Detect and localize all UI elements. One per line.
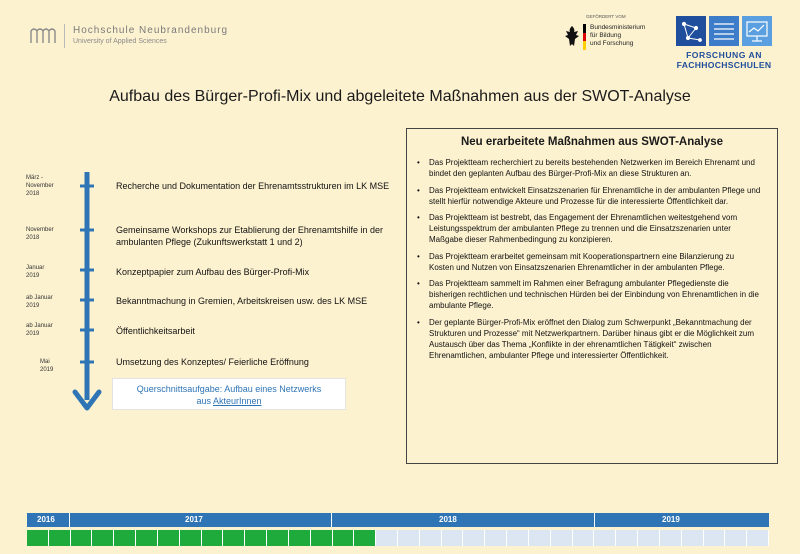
month-cell-completed: [245, 530, 267, 546]
hochschule-mark-icon: [30, 26, 56, 44]
month-cell-open: [376, 530, 398, 546]
timeline-date-line: Januar: [26, 265, 45, 271]
timeline-date-line: 2019: [26, 303, 40, 309]
measure-text: Das Projektteam ist bestrebt, das Engagement der Ehrenamtlichen weitestgehend vom Leistungsspektrum der ambulanten Pflege zu trennen und die Einsatzszenarien unter Maßgabe dieser Rahmenbedingung zu konzipieren.: [429, 213, 738, 245]
eagle-icon: [564, 24, 580, 50]
month-cell-completed: [27, 530, 49, 546]
cross-cutting-line2: [113, 395, 345, 407]
fah-tiles-icon: [676, 16, 772, 46]
page-title: Aufbau des Bürger-Profi-Mix und abgeleitete Maßnahmen aus der SWOT-Analyse: [109, 88, 691, 105]
fah-line2: FACHHOCHSCHULEN: [676, 60, 772, 70]
list-item: [417, 317, 761, 361]
bullet: •: [417, 279, 420, 289]
month-cell-open: [463, 530, 485, 546]
bmbf-name: [590, 24, 645, 48]
month-cell-completed: [136, 530, 158, 546]
fah-line1: FORSCHUNG AN: [686, 50, 762, 60]
month-cell-open: [485, 530, 507, 546]
year-label: 2019: [662, 515, 680, 524]
timeline-date: [40, 358, 92, 374]
timeline-date: [26, 322, 78, 338]
month-cell-completed: [311, 530, 333, 546]
bullet: •: [417, 251, 420, 261]
measure-text: Das Projektteam sammelt im Rahmen einer Befragung ambulanter Pflegedienste die bisherigen rechtlichen und technischen Hürden bei der Einbindung von Ehrenamtlichen in die ambulante Pflege.: [429, 279, 759, 311]
month-cell-open: [725, 530, 747, 546]
month-cell-completed: [114, 530, 136, 546]
bmbf-name-line3: und Forschung: [590, 40, 634, 47]
cross-cutting-prefix: aus: [196, 396, 213, 406]
month-cell-completed: [49, 530, 71, 546]
month-cell-open: [747, 530, 769, 546]
measure-text: Das Projektteam recherchiert zu bereits bestehenden Netzwerken im Bereich Ehrenamt und bindet den geplanten Aufbau des Bürger-Profi-Mix an diese Strukturen an.: [429, 158, 755, 178]
bullet: •: [417, 213, 420, 223]
list-item: [417, 278, 761, 311]
bmbf-name-line2: für Bildung: [590, 32, 622, 39]
month-cell-completed: [223, 530, 245, 546]
month-cell-open: [529, 530, 551, 546]
timeline-date-line: 2019: [26, 331, 40, 337]
month-cell-open: [616, 530, 638, 546]
month-cell-open: [420, 530, 442, 546]
year-separator: [331, 513, 332, 527]
month-cell-open: [507, 530, 529, 546]
month-cell-open: [704, 530, 726, 546]
year-label: 2016: [37, 515, 55, 524]
month-cell-completed: [354, 530, 376, 546]
akteurinnen-link[interactable]: AkteurInnen: [212, 396, 262, 406]
measures-box: [406, 128, 778, 464]
timeline-date-line: 2018: [26, 191, 40, 197]
timeline-date: [26, 174, 78, 198]
hochschule-name: Hochschule Neubrandenburg: [73, 25, 229, 36]
list-item: [417, 185, 761, 207]
month-cell-completed: [92, 530, 114, 546]
month-cell-open: [551, 530, 573, 546]
month-cell-completed: [267, 530, 289, 546]
measure-text: Das Projektteam entwickelt Einsatzszenarien für Ehrenamtliche in der ambulanten Pflege und stellt hierfür notwendige Akteure und Prozesse für die interessierte Öffentlichkeit dar.: [429, 185, 761, 206]
timeline-text: Umsetzung des Konzeptes/ Feierliche Eröffnung: [116, 357, 309, 367]
list-item: [417, 157, 761, 179]
timeline-date-line: November: [26, 227, 54, 233]
month-cell-open: [660, 530, 682, 546]
month-cell-open: [442, 530, 464, 546]
month-cell-completed: [202, 530, 224, 546]
cross-cutting-line1: Querschnittsaufgabe: Aufbau eines Netzwerks: [136, 384, 322, 394]
year-bar: [27, 513, 769, 527]
timeline-text: Recherche und Dokumentation der Ehrenamtsstrukturen im LK MSE: [116, 181, 390, 191]
bullet: •: [417, 158, 420, 167]
month-cell-completed: [333, 530, 355, 546]
measure-text: Der geplante Bürger-Profi-Mix eröffnet den Dialog zum Schwerpunkt „Bekanntmachung der Strukturen und Prozesse“ mit Netzwerkpartnern. Darüber hinaus gibt er die Möglichkeit zum Austausch über das Thema „Konflikte in der ehrenamtlichen Tätigkeit“ zwischen Ehrenamtlichen, ambulanter Pflege und interessierter Öffentlichkeit.: [429, 317, 755, 360]
timeline-date: [26, 226, 78, 242]
measures-list: [417, 157, 761, 367]
bmbf-name-line1: Bundesministerium: [590, 24, 646, 31]
hochschule-subtitle: University of Applied Sciences: [73, 38, 167, 45]
measures-heading: Neu erarbeitete Maßnahmen aus SWOT-Analyse: [460, 136, 724, 148]
month-cell-completed: [180, 530, 202, 546]
list-item: [417, 251, 761, 273]
timeline-date: [26, 264, 78, 280]
list-item: [417, 212, 761, 245]
timeline-date-line: 2019: [26, 273, 40, 279]
timeline-text: Gemeinsame Workshops zur Etablierung der Ehrenamtshilfe in der ambulanten Pflege (Zukunftswerkstatt 1 und 2): [116, 225, 383, 247]
year-separator: [69, 513, 70, 527]
month-cell-open: [682, 530, 704, 546]
forschung-an-fachhochschulen-logo: [676, 16, 772, 68]
bullet: •: [417, 185, 420, 195]
bmbf-funded-by: GEFÖRDERT VOM: [586, 14, 626, 19]
bullet: •: [417, 317, 420, 327]
timeline-arrow-icon: [72, 172, 102, 412]
month-cell-completed: [71, 530, 93, 546]
cross-cutting-task: [112, 378, 346, 410]
year-separator: [594, 513, 595, 527]
month-cell-open: [398, 530, 420, 546]
month-cell-open: [594, 530, 616, 546]
timeline-date: [26, 294, 78, 310]
timeline-date-line: Mai: [40, 359, 50, 365]
month-cell-open: [573, 530, 595, 546]
timeline-date-line: ab Januar: [26, 323, 53, 329]
month-cell-completed: [289, 530, 311, 546]
month-cell-completed: [158, 530, 180, 546]
timeline-text: Öffentlichkeitsarbeit: [116, 326, 195, 336]
timeline-date-line: März -: [26, 175, 43, 181]
hochschule-logo: [30, 22, 270, 52]
timeline-text: Bekanntmachung in Gremien, Arbeitskreisen usw. des LK MSE: [116, 296, 368, 306]
timeline-date-line: 2019: [40, 367, 54, 373]
timeline-text: Konzeptpapier zum Aufbau des Bürger-Profi-Mix: [116, 267, 310, 277]
year-label: 2017: [185, 515, 203, 524]
german-flag-icon: [583, 24, 586, 50]
month-progress-bar: [27, 530, 769, 546]
timeline-date-line: 2018: [26, 235, 40, 241]
year-label: 2018: [439, 515, 457, 524]
bmbf-logo: [560, 14, 660, 62]
logo-divider: [64, 24, 65, 48]
month-cell-open: [638, 530, 660, 546]
timeline-date-line: ab Januar: [26, 295, 53, 301]
timeline-date-line: November: [26, 183, 54, 189]
measure-text: Das Projektteam erarbeitet gemeinsam mit Kooperationspartnern eine Bilanzierung zu Kosten und Nutzen von Einsatzszenarien Ehrenamtlicher in der ambulanten Pflege.: [429, 251, 735, 272]
